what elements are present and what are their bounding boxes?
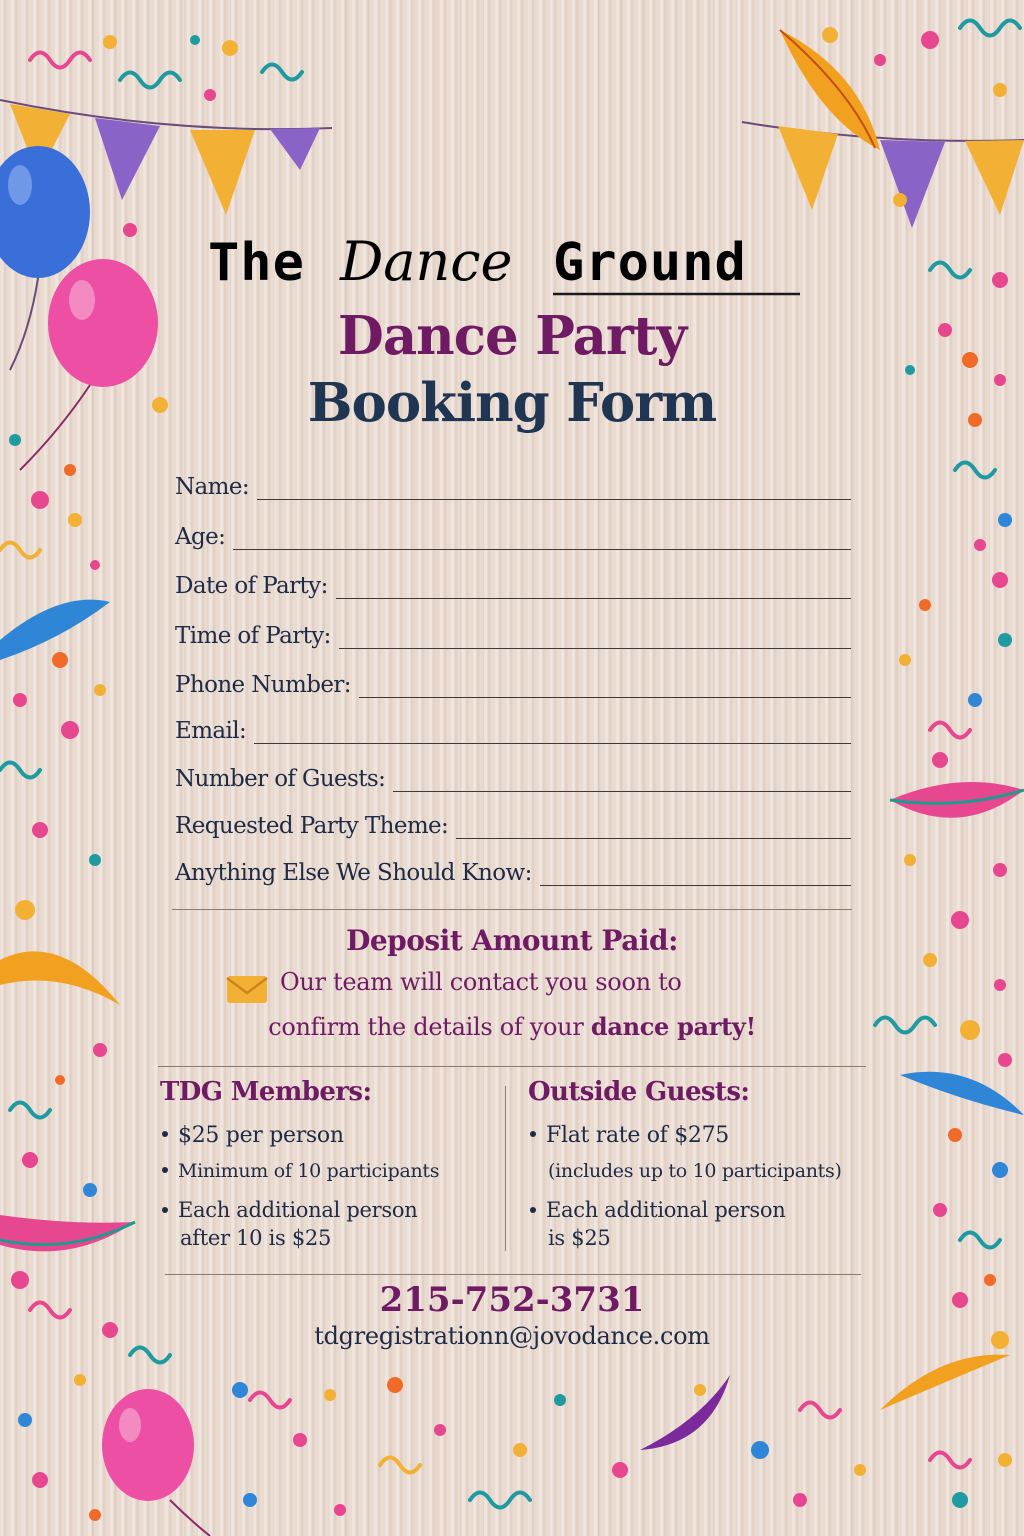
time-of-party-label: Time of Party: [175,623,331,649]
party-theme-label: Requested Party Theme: [175,813,449,839]
time-of-party-field[interactable] [175,613,851,649]
name-label: Name: [175,474,250,500]
divider-2 [158,1066,866,1067]
bullet-dot [162,1167,168,1173]
age-field[interactable] [175,514,851,550]
title-dance-party: Dance Party [337,305,687,367]
members-price [162,1122,344,1150]
date-of-party-field[interactable] [175,563,851,599]
name-field[interactable] [175,464,851,500]
number-of-guests-field[interactable] [175,756,851,792]
date-of-party-label: Date of Party: [175,573,328,599]
bullet-dot [530,1207,536,1213]
date-of-party-line[interactable] [336,598,851,599]
guests-heading: Outside Guests: [528,1077,750,1107]
title-booking-form: Booking Form [307,372,717,434]
time-of-party-line[interactable] [339,648,851,649]
footer-email[interactable]: tdgregistrationn@jovodance.com [314,1322,710,1350]
contact-message-line-1: Our team will contact you soon to [280,968,682,996]
age-label: Age: [175,524,226,550]
bullet-dot [162,1207,168,1213]
age-line[interactable] [233,549,851,550]
footer-phone[interactable]: 215-752-3731 [379,1280,645,1320]
guests-additional [530,1196,785,1224]
email-label: Email: [175,718,247,744]
balloon-pink-bottom-icon [102,1389,210,1536]
party-theme-field[interactable] [175,803,851,839]
logo-script-dance: Dance [340,230,513,293]
number-of-guests-line[interactable] [393,791,851,792]
members-minimum [162,1157,439,1185]
members-additional-line-2: after 10 is $25 [180,1226,332,1250]
bunting-right-icon [742,122,1024,228]
guests-additional-line-1: Each additional person [546,1198,786,1222]
deposit-amount-label: Deposit Amount Paid: [346,924,678,957]
divider-3 [165,1274,861,1275]
envelope-icon [226,973,268,1005]
members-price-text: $25 per person [178,1123,344,1148]
members-additional-line-1: Each additional person [178,1198,418,1222]
phone-number-field[interactable] [175,662,851,698]
anything-else-label: Anything Else We Should Know: [175,860,532,886]
email-field[interactable] [175,708,851,744]
anything-else-line[interactable] [540,885,851,886]
name-line[interactable] [257,499,851,500]
party-theme-line[interactable] [456,838,851,839]
divider-1 [172,909,852,910]
guests-flat-rate-text: Flat rate of $275 [546,1123,730,1148]
members-minimum-text: Minimum of 10 participants [178,1160,440,1182]
guests-flat-rate-note: (includes up to 10 participants) [548,1160,842,1182]
logo-word-ground: Ground [553,233,747,293]
email-line[interactable] [254,743,851,744]
members-heading: TDG Members: [160,1077,372,1107]
contact-message-emphasis: dance party! [590,1012,756,1041]
contact-message-line-2 [0,1012,1024,1041]
number-of-guests-label: Number of Guests: [175,766,386,792]
column-divider [505,1086,506,1251]
logo [0,218,1024,300]
phone-number-label: Phone Number: [175,672,351,698]
anything-else-field[interactable] [175,850,851,886]
guests-flat-rate [530,1122,729,1150]
members-additional [162,1196,417,1224]
logo-word-the: The [208,233,305,293]
guests-additional-line-2: is $25 [548,1226,611,1250]
phone-number-line[interactable] [359,697,851,698]
bullet-dot [162,1131,168,1137]
bullet-dot [530,1131,536,1137]
contact-message-line-2-start: confirm the details of your [268,1013,591,1041]
